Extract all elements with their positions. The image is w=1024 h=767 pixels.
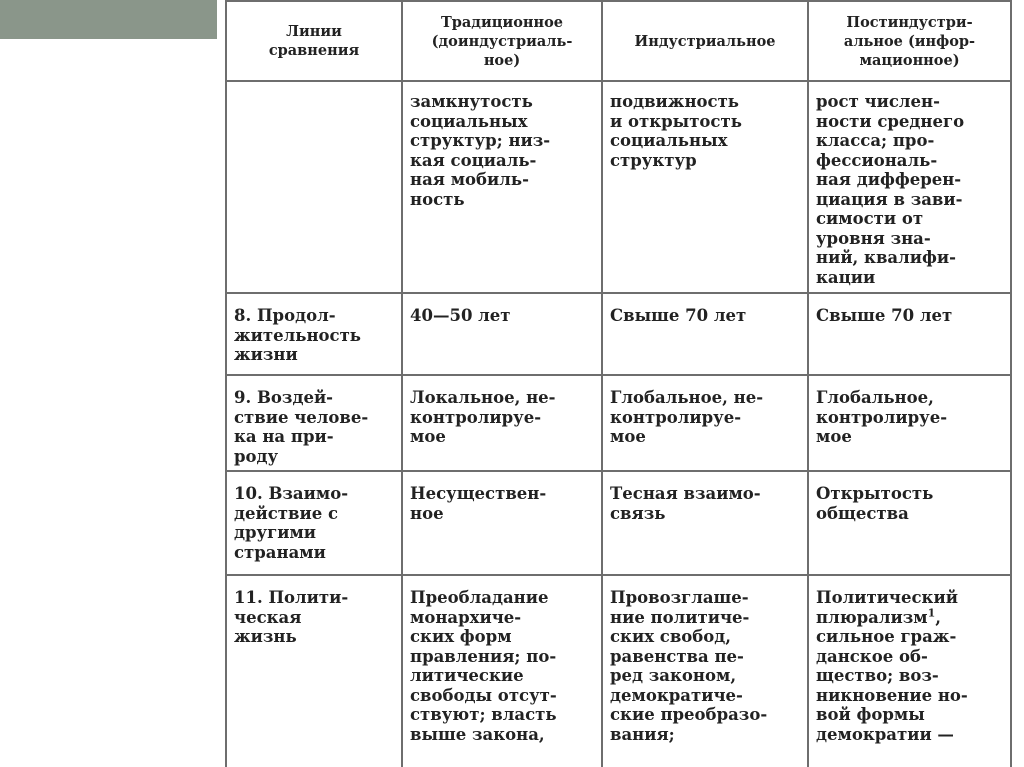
table-row-life-expectancy: [226, 293, 1011, 375]
cell-traditional: Преобладание монархиче- ских форм правления; по- литические свободы отсут- ствуют; власть выше закона,: [402, 575, 602, 767]
cell-traditional: замкнутость социальных структур; низ- кая социаль- ная мобиль- ность: [402, 81, 602, 293]
cell-criterion: 9. Воздей- ствие челове- ка на при- роду: [226, 375, 402, 471]
society-types-comparison-table: [225, 0, 1012, 767]
table-row-nature-impact: [226, 375, 1011, 471]
cell-postindustrial: Свыше 70 лет: [808, 293, 1011, 375]
cell-postindustrial: Глобальное, контролируе- мое: [808, 375, 1011, 471]
cell-postindustrial: рост числен- ности среднего класса; про- фессиональ- ная дифферен- циация в зави- симости от уровня зна- ний, квалифи- кации: [808, 81, 1011, 293]
comparison-table-container: [225, 0, 1012, 767]
cell-industrial: подвижность и открытость социальных структур: [602, 81, 808, 293]
cell-traditional: 40—50 лет: [402, 293, 602, 375]
slide-accent-bar: [0, 0, 217, 39]
cell-criterion: [226, 81, 402, 293]
cell-industrial: Тесная взаимо- связь: [602, 471, 808, 575]
cell-industrial: Глобальное, не- контролируе- мое: [602, 375, 808, 471]
cell-industrial: Провозглаше- ние политиче- ских свобод, равенства пе- ред законом, демократиче- ские преобразо- вания;: [602, 575, 808, 767]
cell-criterion: 10. Взаимо- действие с другими странами: [226, 471, 402, 575]
table-row-social-structure: [226, 81, 1011, 293]
header-comparison-lines: Линии сравнения: [226, 1, 402, 81]
cell-criterion: 8. Продол- жительность жизни: [226, 293, 402, 375]
header-industrial: Индустриальное: [602, 1, 808, 81]
cell-industrial: Свыше 70 лет: [602, 293, 808, 375]
header-postindustrial: Постиндустри- альное (инфор- мационное): [808, 1, 1011, 81]
cell-postindustrial: Открытость общества: [808, 471, 1011, 575]
footnote-marker: 1: [927, 606, 936, 619]
table-header-row: [226, 1, 1011, 81]
cell-criterion: 11. Полити- ческая жизнь: [226, 575, 402, 767]
header-traditional: Традиционное (доиндустриаль- ное): [402, 1, 602, 81]
cell-traditional: Несуществен- ное: [402, 471, 602, 575]
cell-traditional: Локальное, не- контролируе- мое: [402, 375, 602, 471]
line-with-footnote: плюрализм$^1$,: [816, 606, 941, 627]
table-row-interaction-countries: [226, 471, 1011, 575]
cell-postindustrial: Политический плюрализм$^1$, сильное граж- данское об- щество; воз- никновение но- вой формы демократии —: [808, 575, 1011, 767]
table-row-political-life: [226, 575, 1011, 767]
